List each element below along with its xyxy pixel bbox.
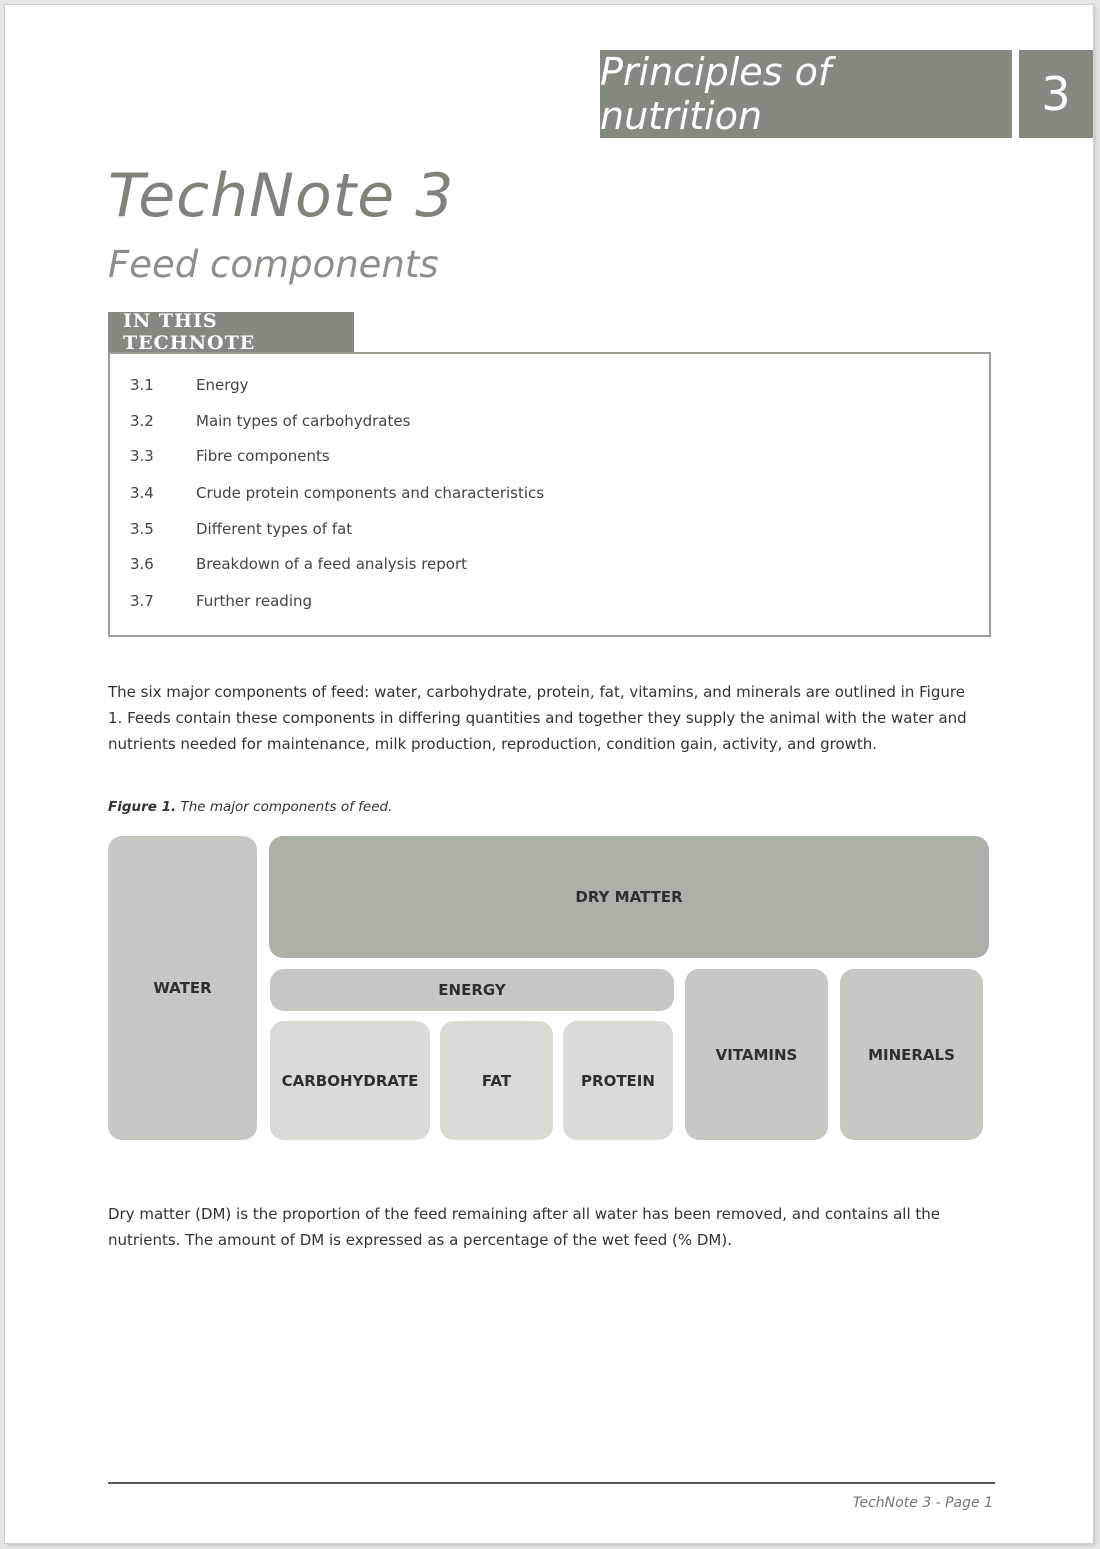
dry-matter-paragraph: Dry matter (DM) is the proportion of the feed remaining after all water has been removed, and contains all the nutrients. The amount of DM is expressed as a percentage of the wet feed (% DM). <box>108 1205 941 1249</box>
toc-item-number: 3.2 <box>130 412 154 430</box>
protein-block <box>563 1021 673 1140</box>
toc-item-number: 3.4 <box>130 484 154 502</box>
page-title: TechNote 3 <box>108 161 455 231</box>
minerals-label: MINERALS <box>868 1045 955 1064</box>
vitamins-label: VITAMINS <box>715 1045 798 1064</box>
page-footer: TechNote 3 - Page 1 <box>852 1495 993 1511</box>
page-subtitle: Feed components <box>108 243 439 286</box>
figure-label: Figure 1. <box>108 799 177 815</box>
carbohydrate-block <box>270 1021 430 1140</box>
carbohydrate-label: CARBOHYDRATE <box>281 1071 419 1090</box>
chapter-title-banner <box>600 50 1012 138</box>
toc-item-number: 3.3 <box>130 447 154 465</box>
energy-label: ENERGY <box>438 981 506 999</box>
document-page <box>4 4 1094 1544</box>
toc-box <box>108 352 991 637</box>
figure-caption <box>108 799 392 815</box>
protein-label: PROTEIN <box>581 1071 655 1090</box>
water-block <box>108 836 257 1140</box>
toc-item[interactable] <box>130 520 352 538</box>
toc-item-number: 3.6 <box>130 555 154 573</box>
toc-item[interactable] <box>130 484 544 502</box>
toc-item-number: 3.5 <box>130 520 154 538</box>
chapter-title: Principles of nutrition <box>600 50 832 138</box>
toc-item[interactable] <box>130 376 249 394</box>
energy-block <box>270 969 674 1011</box>
chapter-number-badge <box>1019 50 1093 138</box>
toc-item-label: Energy <box>196 376 249 394</box>
toc-item-number: 3.7 <box>130 592 154 610</box>
dry-matter-block <box>269 836 989 958</box>
figure-caption-text: The major components of feed. <box>180 799 393 815</box>
intro-paragraph: The six major components of feed: water, carbohydrate, protein, fat, vitamins, and minerals are outlined in Figure 1. Feeds contain these components in differing quantities and together they supply the animal with the water and nutrients needed for maintenance, milk production, reproduction, condition gain, activity, and growth. <box>108 683 967 753</box>
toc-item-label: Main types of carbohydrates <box>196 412 411 430</box>
chapter-number: 3 <box>1041 67 1071 121</box>
toc-item-label: Different types of fat <box>196 520 353 538</box>
footer-divider <box>108 1482 995 1484</box>
toc-item[interactable] <box>130 447 330 465</box>
toc-item[interactable] <box>130 555 467 573</box>
fat-block <box>440 1021 553 1140</box>
dry-matter-label: DRY MATTER <box>575 888 683 906</box>
toc-item-label: Fibre components <box>196 447 330 465</box>
toc-item[interactable] <box>130 412 410 430</box>
toc-heading: IN THIS TECHNOTE <box>108 312 354 352</box>
minerals-block <box>840 969 983 1140</box>
toc-item-label: Crude protein components and characteristics <box>196 484 545 502</box>
toc-item[interactable] <box>130 592 312 610</box>
toc-item-label: Breakdown of a feed analysis report <box>196 555 468 573</box>
toc-item-label: Further reading <box>196 592 313 610</box>
vitamins-block <box>685 969 828 1140</box>
toc-item-number: 3.1 <box>130 376 154 394</box>
water-label: WATER <box>153 979 212 997</box>
fat-label: FAT <box>481 1071 512 1090</box>
